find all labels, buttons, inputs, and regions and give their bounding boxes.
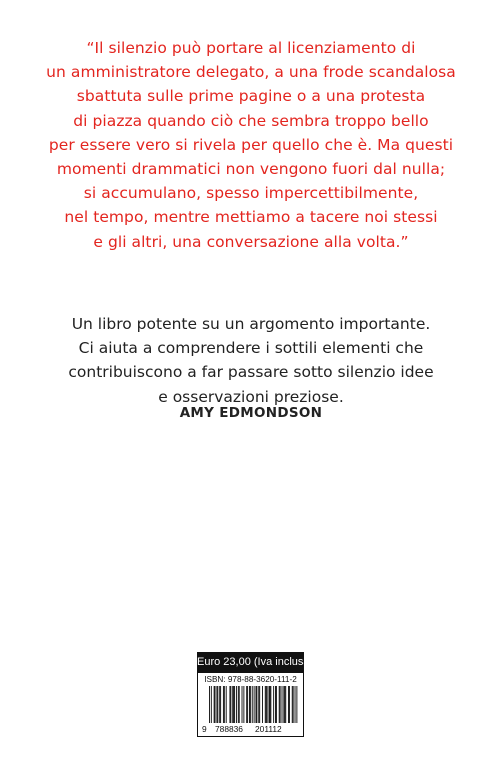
- barcode-bar: [239, 686, 240, 723]
- review-line: Un libro potente su un argomento importante.: [71, 315, 431, 333]
- barcode-bar: [250, 686, 251, 723]
- barcode-bar: [216, 686, 217, 723]
- barcode-bar: [258, 686, 259, 723]
- barcode-bar: [229, 686, 230, 723]
- review-line: contribuiscono a far passare sotto silenzio idee: [68, 363, 434, 382]
- barcode-bar: [267, 686, 268, 723]
- barcode-bar: [247, 686, 248, 723]
- barcode-bar: [275, 686, 276, 723]
- barcode-bar: [262, 686, 263, 723]
- barcode-bar: [292, 686, 293, 723]
- barcode-graphic: [198, 673, 303, 736]
- barcode-panel: [197, 672, 304, 737]
- barcode-bar: [236, 686, 237, 723]
- barcode-bar: [256, 686, 257, 723]
- quote-line: “Il silenzio può portare al licenziamento di: [86, 39, 416, 57]
- ean-lead-digit: 9: [202, 724, 207, 734]
- barcode-bar: [279, 686, 280, 723]
- barcode-bar: [230, 686, 231, 723]
- barcode-bar: [219, 686, 220, 723]
- barcode-bar: [238, 686, 239, 723]
- barcode-bar: [217, 686, 218, 723]
- barcode-bar: [284, 686, 285, 723]
- barcode-bar: [296, 686, 297, 723]
- barcode-bar: [269, 686, 270, 723]
- barcode-bar: [276, 686, 277, 723]
- quote-line: si accumulano, spesso impercettibilmente,: [83, 184, 419, 203]
- quote-line: nel tempo, mentre mettiamo a tacere noi stessi: [64, 208, 438, 227]
- review-blurb: [0, 312, 502, 409]
- barcode-bar: [283, 686, 284, 723]
- review-author: AMY EDMONDSON: [179, 405, 323, 421]
- barcode-bar: [266, 686, 267, 723]
- barcode-bar: [211, 686, 212, 723]
- barcode-bar: [214, 686, 215, 723]
- back-cover-quote: [0, 36, 502, 254]
- barcode-bar: [224, 686, 225, 723]
- barcode-bar: [233, 686, 234, 723]
- barcode-bar: [265, 686, 266, 723]
- quote-line: e gli altri, una conversazione alla volta.”: [93, 232, 409, 251]
- barcode-bar: [246, 686, 247, 723]
- ean-left-group: 788836: [215, 724, 243, 734]
- barcode-bar: [289, 686, 290, 723]
- barcode-bar: [285, 686, 286, 723]
- barcode-bar: [220, 686, 221, 723]
- barcode-bar: [254, 686, 255, 723]
- quote-line: sbattuta sulle prime pagine o a una protesta: [76, 87, 426, 106]
- review-line: e osservazioni preziose.: [158, 387, 344, 406]
- quote-line: momenti drammatici non vengono fuori dal nulla;: [56, 160, 446, 179]
- quote-line: un amministratore delegato, a una frode scandalosa: [46, 63, 456, 82]
- barcode-bar: [242, 686, 243, 723]
- barcode-bar: [226, 686, 227, 723]
- barcode-bar: [232, 686, 233, 723]
- barcode-bar: [280, 686, 281, 723]
- barcode-bar: [243, 686, 244, 723]
- isbn-label: ISBN: 978-88-3620-111-2: [204, 675, 297, 684]
- quote-line: per essere vero si rivela per quello che è. Ma questi: [48, 135, 454, 154]
- barcode-bar: [215, 686, 216, 723]
- barcode-bar: [269, 686, 270, 723]
- barcode-bar: [252, 686, 253, 723]
- barcode-bar: [209, 686, 210, 723]
- quote-line: di piazza quando ciò che sembra troppo bello: [73, 111, 429, 130]
- price-label: Euro 23,00 (Iva inclusa): [197, 652, 304, 672]
- barcode-bar: [288, 686, 289, 723]
- barcode-bar: [295, 686, 296, 723]
- barcode-bar: [273, 686, 274, 723]
- barcode-bar: [223, 686, 224, 723]
- barcode-bar: [293, 686, 294, 723]
- barcode-bar: [256, 686, 257, 723]
- barcode-bar: [234, 686, 235, 723]
- review-line: Ci aiuta a comprendere i sottili elementi che: [78, 339, 424, 358]
- ean-right-group: 201112: [255, 724, 282, 734]
- barcode-bar: [259, 686, 260, 723]
- barcode-bar: [282, 686, 283, 723]
- barcode-bar: [249, 686, 250, 723]
- barcode-bar: [270, 686, 271, 723]
